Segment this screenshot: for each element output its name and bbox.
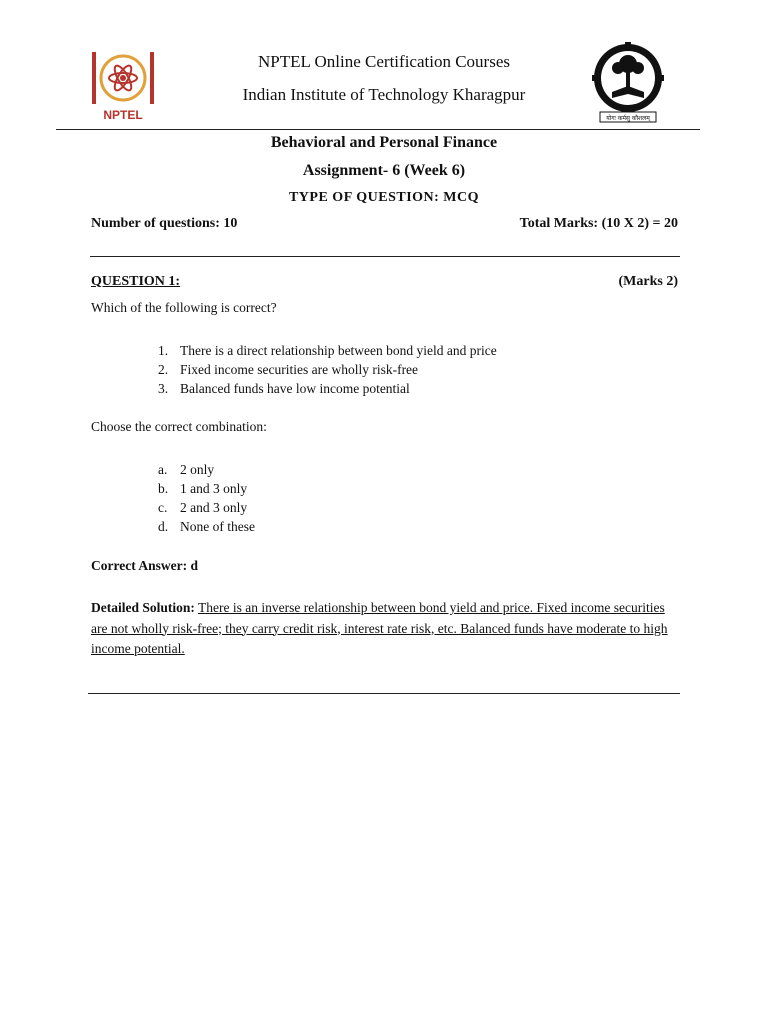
seal-motto: योगः कर्मसु कौशलम् — [606, 115, 650, 122]
option-item: b. 1 and 3 only — [158, 481, 248, 496]
option-item: c. 2 and 3 only — [158, 500, 248, 515]
course-title: Behavioral and Personal Finance — [270, 134, 498, 151]
choose-text: Choose the correct combination: — [91, 419, 267, 434]
solution-label: Detailed Solution: — [91, 600, 195, 615]
org-line: NPTEL Online Certification Courses — [258, 52, 510, 71]
statement-item: 1. There is a direct relationship between bond yield and price — [158, 343, 497, 358]
option-list — [158, 460, 255, 536]
question-type: TYPE OF QUESTION: MCQ — [288, 190, 480, 205]
question-text: Which of the following is correct? — [91, 300, 277, 315]
institute-line: Indian Institute of Technology Kharagpur — [242, 85, 526, 104]
number-of-questions: Number of questions: 10 — [91, 216, 238, 231]
solution-text: There is an inverse relationship between bond yield and price. Fixed income securities are not wholly risk-free; they carry credit risk, interest rate risk, etc. Balanced funds have moderate to high income potential. — [91, 600, 668, 656]
footer-divider — [88, 693, 680, 694]
detailed-solution — [91, 598, 681, 660]
option-item: a. 2 only — [158, 462, 215, 477]
statement-item: 2. Fixed income securities are wholly risk-free — [158, 362, 419, 377]
statement-item: 3. Balanced funds have low income potential — [158, 381, 410, 396]
statement-list — [158, 341, 497, 398]
total-marks: Total Marks: (10 X 2) = 20 — [519, 216, 678, 231]
assignment-title: Assignment- 6 (Week 6) — [302, 162, 466, 179]
nptel-logo-text: NPTEL — [103, 108, 143, 122]
question-marks: (Marks 2) — [618, 274, 678, 289]
meta-divider — [90, 256, 680, 257]
correct-answer: Correct Answer: d — [91, 558, 198, 573]
option-item: d. None of these — [158, 519, 255, 534]
header-divider — [56, 129, 700, 130]
question-label: QUESTION 1: — [91, 274, 181, 289]
